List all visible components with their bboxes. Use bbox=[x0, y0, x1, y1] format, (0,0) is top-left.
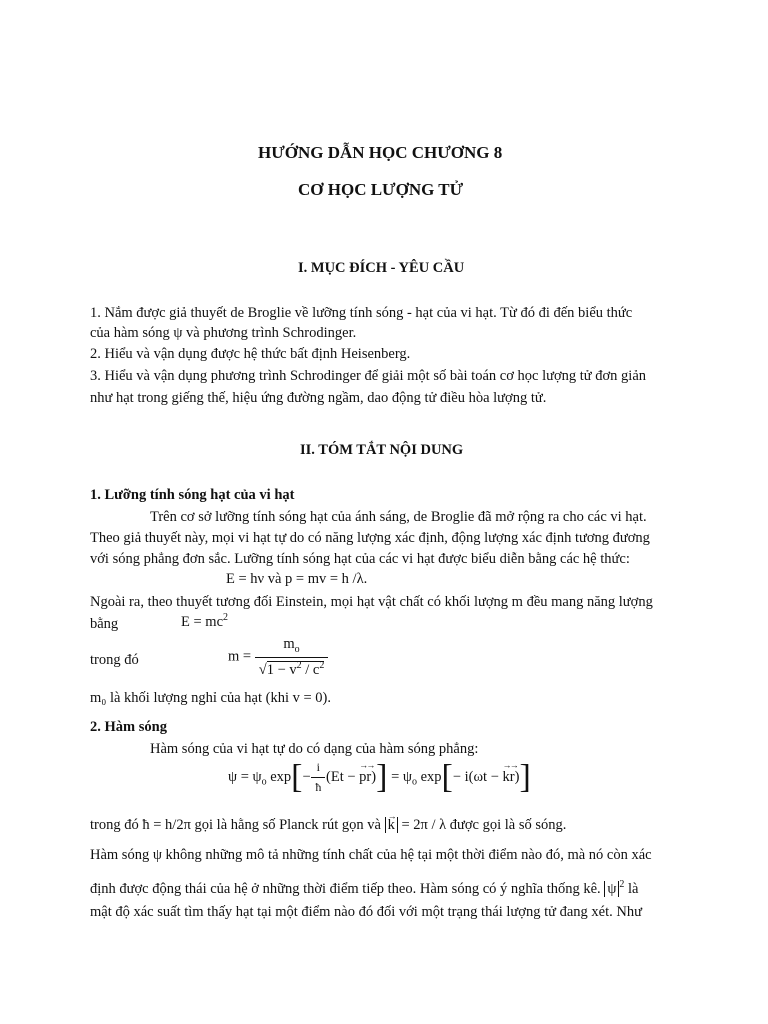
sub1-heading: 1. Lưỡng tính sóng hạt của vi hạt bbox=[90, 487, 295, 503]
bang-label: bằng bbox=[90, 616, 119, 632]
sub2-line-3: mật độ xác suất tìm thấy hạt tại một điểm nào đó đối với một trạng thái lượng tử đang xét. Như bbox=[90, 904, 642, 920]
sub1-line-3: với sóng phẳng đơn sắc. Lưỡng tính sóng hạt của các vi hạt được biểu diễn bằng các hệ thức: bbox=[90, 551, 630, 567]
sub2-intro: Hàm sóng của vi hạt tự do có dạng của hàm sóng phẳng: bbox=[150, 741, 479, 757]
sub1-line-1: Trên cơ sở lưỡng tính sóng hạt của ánh sáng, de Broglie đã mở rộng ra cho các vi hạt. bbox=[150, 509, 647, 525]
s1-line-2: của hàm sóng ψ và phương trình Schrodinger. bbox=[90, 325, 357, 341]
sub2-heading: 2. Hàm sóng bbox=[90, 719, 167, 735]
section1-heading: I. MỤC ĐÍCH - YÊU CẦU bbox=[298, 260, 465, 276]
psi-modulus-symbol: ψ bbox=[604, 881, 619, 897]
sub2-line-1: Hàm sóng ψ không những mô tả những tính chất của hệ tại một thời điểm nào đó, mà nó còn xác bbox=[90, 847, 652, 863]
formula-relativistic-mass: m = $\frac{m_o}{√1 - v^2 / c^2}$ bbox=[228, 636, 328, 679]
title-line-1: HƯỚNG DẪN HỌC CHƯƠNG 8 bbox=[258, 143, 503, 162]
title-line-2: CƠ HỌC LƯỢNG TỬ bbox=[298, 180, 464, 199]
hbar-line: trong đó ħ = h/2π gọi là hằng số Planck rút gọn và k → = 2π / λ được gọi là số sóng. bbox=[90, 815, 566, 835]
formula-emc2: $E = mc^2$ bbox=[181, 612, 228, 630]
formula-energy-momentum: E = hν và p = mv = h /λ. bbox=[226, 571, 368, 587]
formula-wave-function: $\psi = \psi_o$ exp[− $\frac{i}{ħ}$ (Et − p →r →)] = $\psi_o$ exp[− i(ωt − k →r →)] bbox=[228, 760, 531, 795]
s1-line-4: 3. Hiểu và vận dụng phương trình Schrodinger để giải một số bài toán cơ học lượng tử đơn giản bbox=[90, 368, 647, 384]
sub1-line-2: Theo giả thuyết này, mọi vi hạt tự do có năng lượng xác định, động lượng xác định tương đương bbox=[90, 530, 650, 546]
sub1-line-4: Ngoài ra, theo thuyết tương đối Einstein, mọi hạt vật chất có khối lượng m đều mang năng lượng bbox=[90, 594, 653, 610]
trong-do-label: trong đó bbox=[90, 652, 139, 668]
s1-line-3: 2. Hiểu và vận dụng được hệ thức bất định Heisenberg. bbox=[90, 346, 411, 362]
section2-heading: II. TÓM TẮT NỘI DUNG bbox=[300, 442, 464, 458]
s1-line-5: như hạt trong giếng thế, hiệu ứng đường ngầm, dao động tử điều hòa lượng tử. bbox=[90, 390, 547, 406]
s1-line-1: 1. Nắm được giả thuyết de Broglie về lưỡng tính sóng - hạt của vi hạt. Từ đó đi đến biểu thức bbox=[90, 305, 633, 321]
m0-rest-mass-line: m₀ là khối lượng nghỉ của hạt (khi v = 0). bbox=[90, 690, 331, 706]
sub2-line-2: định được động thái của hệ ở những thời điểm tiếp theo. Hàm sóng có ý nghĩa thống kê. ψ $^2$ là bbox=[90, 879, 639, 897]
